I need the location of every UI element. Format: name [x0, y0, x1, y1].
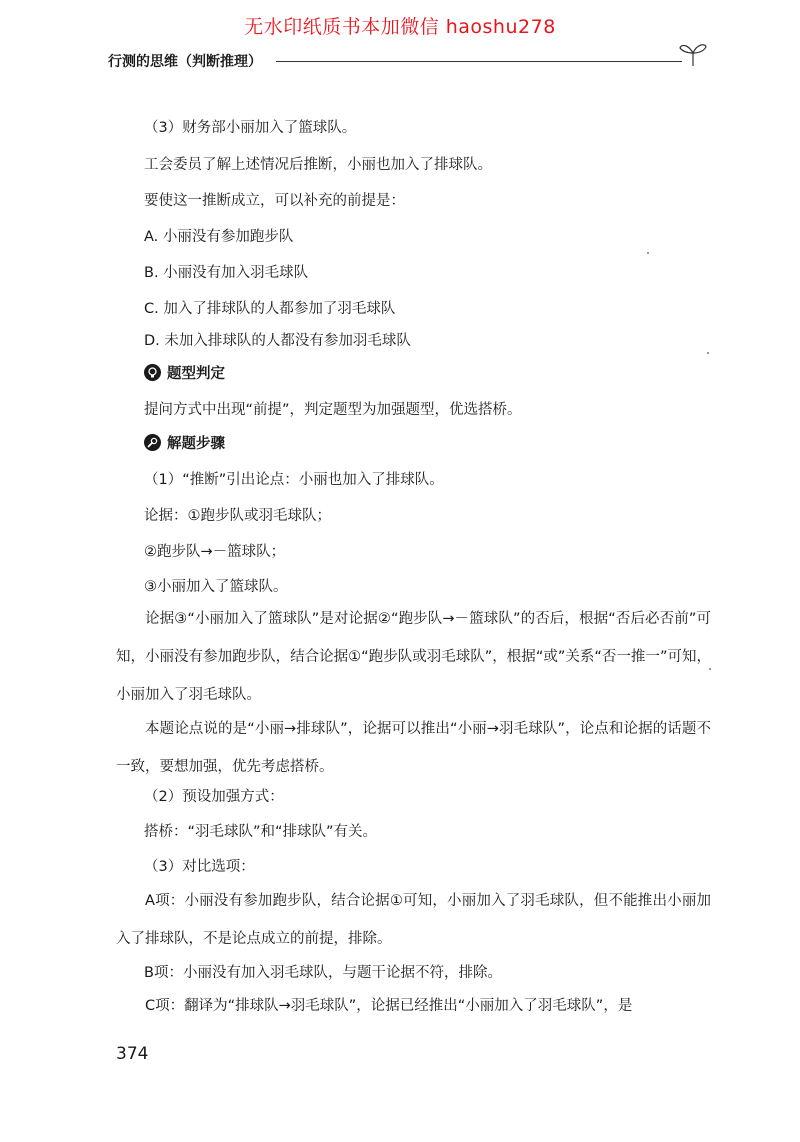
scan-speck [707, 352, 709, 354]
sprout-icon [678, 38, 708, 68]
option-a: A. 小丽没有参加跑步队 [144, 229, 294, 245]
section-steps-heading [144, 432, 225, 453]
section-type-label: 题型判定 [167, 366, 225, 382]
step-line: ②跑步队→－篮球队； [144, 544, 286, 560]
scan-speck [647, 252, 649, 254]
step-line: ③小丽加入了篮球队。 [144, 579, 288, 595]
reasoning-paragraph: 本题论点说的是“小丽→排球队”，论据可以推出“小丽→羽毛球队”，论点和论据的话题不一致，要想加强，优先考虑搭桥。 [116, 721, 711, 775]
option-b: B. 小丽没有加入羽毛球队 [144, 265, 309, 281]
option-c: C. 加入了排球队的人都参加了羽毛球队 [144, 301, 396, 317]
step-line: （2）预设加强方式： [144, 789, 284, 805]
step-line: 论据：①跑步队或羽毛球队； [144, 508, 331, 524]
scan-speck [709, 668, 711, 670]
step-line: （1）“推断”引出论点：小丽也加入了排球队。 [144, 472, 444, 488]
type-text: 提问方式中出现“前提”，判定题型为加强题型，优选搭桥。 [144, 402, 522, 418]
question-line: 要使这一推断成立，可以补充的前提是： [144, 193, 405, 209]
reasoning-paragraph: 论据③“小丽加入了篮球队”是对论据②“跑步队→－篮球队”的否后，根据“否后必否前”可知，小丽没有参加跑步队，结合论据①“跑步队或羽毛球队”，根据“或”关系“否一推一”可知，小丽加入了羽毛球队。 [116, 611, 711, 703]
section-type-heading [144, 362, 225, 383]
wrench-icon [144, 434, 161, 451]
option-d: D. 未加入排球队的人都没有参加羽毛球队 [144, 333, 411, 349]
header-rule [276, 61, 682, 62]
step-line: （3）对比选项： [144, 859, 255, 875]
section-steps-label: 解题步骤 [167, 436, 225, 452]
header-title: 行测的思维（判断推理） [108, 54, 262, 70]
watermark-banner: 无水印纸质书本加微信 haoshu278 [244, 16, 556, 38]
lightbulb-icon [144, 364, 161, 381]
option-analysis: C项：翻译为“排球队→羽毛球队”，论据已经推出“小丽加入了羽毛球队”，是 [145, 998, 633, 1014]
option-analysis: B项：小丽没有加入羽毛球队，与题干论据不符，排除。 [144, 965, 502, 981]
step-line: 搭桥：“羽毛球队”和“排球队”有关。 [144, 824, 378, 840]
page-number: 374 [116, 1044, 149, 1064]
question-line: 工会委员了解上述情况后推断，小丽也加入了排球队。 [144, 157, 492, 173]
running-header [108, 48, 708, 78]
option-analysis: A项：小丽没有参加跑步队，结合论据①可知，小丽加入了羽毛球队，但不能推出小丽加入了排球队，不是论点成立的前提，排除。 [116, 893, 711, 947]
question-line: （3）财务部小丽加入了篮球队。 [144, 120, 357, 136]
